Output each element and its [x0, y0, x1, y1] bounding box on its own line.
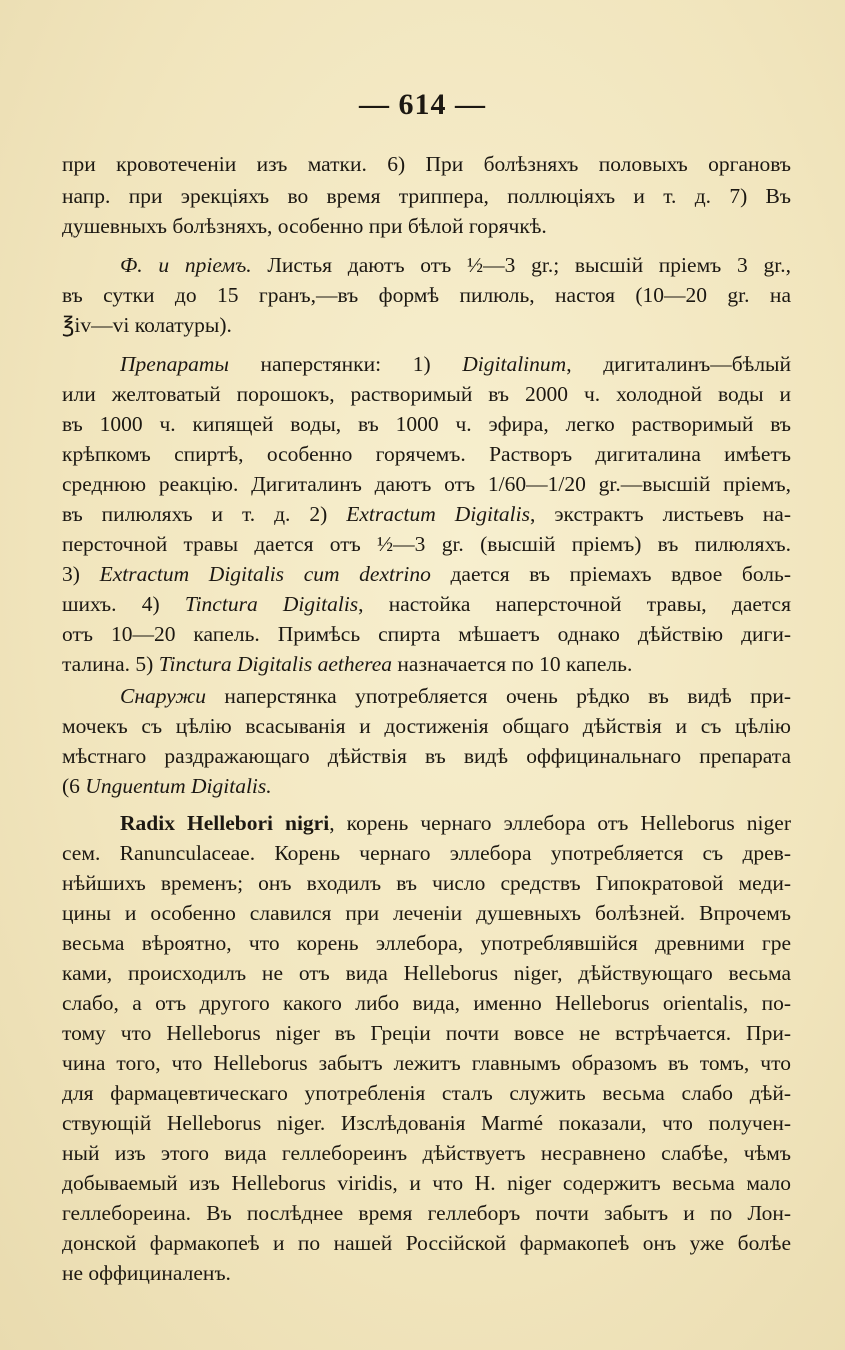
text-line	[120, 350, 791, 378]
text-run: среднюю реакцію. Дигиталинъ даютъ отъ 1/60—1/20 gr.—высшій пріемъ,	[62, 472, 791, 496]
text-line	[62, 772, 791, 800]
text-run: или желтоватый порошокъ, растворимый въ 2000 ч. холодной воды и	[62, 382, 791, 406]
text-line	[62, 989, 791, 1017]
text-line	[62, 959, 791, 987]
text-run: ℥iv—vi колатуры).	[62, 313, 232, 337]
italic-text: Digitalinum	[462, 352, 567, 376]
text-line	[62, 311, 791, 339]
text-line	[62, 470, 791, 498]
text-run: дается въ пріемахъ вдвое боль-	[430, 562, 791, 586]
italic-text: Препараты	[120, 352, 229, 376]
text-line	[62, 212, 791, 240]
text-line	[62, 712, 791, 740]
text-run: , дигиталинъ—бѣлый	[566, 352, 791, 376]
text-run: добываемый изъ Helleborus viridis, и что H. niger содержитъ весьма мало	[62, 1171, 791, 1195]
text-run: въ сутки до 15 гранъ,—въ формѣ пилюль, настоя (10—20 gr. на	[62, 283, 791, 307]
text-line	[62, 590, 791, 618]
text-run: донской фармакопеѣ и по нашей Россійской фармакопеѣ онъ уже болѣе	[62, 1231, 791, 1255]
text-run: ствующій Helleborus niger. Изслѣдованія Marmé показали, что получен-	[62, 1111, 791, 1135]
text-line	[62, 530, 791, 558]
text-run: нѣйшихъ временъ; онъ входилъ въ число средствъ Гипократовой меди-	[62, 871, 791, 895]
text-line	[62, 410, 791, 438]
text-line	[62, 1199, 791, 1227]
text-run: ный изъ этого вида геллебореинъ дѣйствуетъ несравнено слабѣе, чѣмъ	[62, 1141, 791, 1165]
italic-text: Extractum Digitalis	[346, 502, 530, 526]
text-run: 3)	[62, 562, 100, 586]
text-line	[62, 1139, 791, 1167]
text-run: Листья даютъ отъ ½—3 gr.; высшій пріемъ 3 gr.,	[251, 253, 791, 277]
text-line	[62, 1019, 791, 1047]
text-run: наперстянка употребляется очень рѣдко въ видѣ при-	[205, 684, 791, 708]
text-run: въ 1000 ч. кипящей воды, въ 1000 ч. эфира, легко растворимый въ	[62, 412, 791, 436]
text-run: назначается по 10 капель.	[392, 652, 633, 676]
text-run: талина. 5)	[62, 652, 159, 676]
text-run: чина того, что Helleborus забытъ лежитъ главнымъ образомъ въ томъ, что	[62, 1051, 791, 1075]
text-run: при кровотеченіи изъ матки. 6) При болѣзняхъ половыхъ органовъ	[62, 152, 791, 176]
text-line	[62, 560, 791, 588]
italic-text: Extractum Digitalis cum dextrino	[99, 562, 431, 586]
text-line	[120, 682, 791, 710]
text-line	[120, 251, 791, 279]
bold-text: Radix Hellebori nigri	[120, 811, 330, 835]
text-line	[62, 929, 791, 957]
text-run: душевныхъ болѣзняхъ, особенно при бѣлой горячкѣ.	[62, 214, 547, 238]
text-run: сем. Ranunculaceae. Корень чернаго эллебора употребляется съ древ-	[62, 841, 791, 865]
text-line	[62, 1109, 791, 1137]
text-line	[62, 440, 791, 468]
text-run: не оффициналенъ.	[62, 1261, 231, 1285]
text-run: , экстрактъ листьевъ на-	[530, 502, 791, 526]
text-run: наперстянки: 1)	[228, 352, 463, 376]
text-run: мочекъ съ цѣлію всасыванія и достиженія общаго дѣйствія и съ цѣлію	[62, 714, 791, 738]
text-run: персточной травы дается отъ ½—3 gr. (высшій пріемъ) въ пилюляхъ.	[62, 532, 791, 556]
text-run: напр. при эрекціяхъ во время триппера, поллюціяхъ и т. д. 7) Въ	[62, 184, 791, 208]
text-line	[62, 650, 791, 678]
text-line	[62, 150, 791, 178]
text-line	[62, 742, 791, 770]
text-run: шихъ. 4)	[62, 592, 185, 616]
text-run: цины и особенно славился при леченіи душевныхъ болѣзней. Впрочемъ	[62, 901, 791, 925]
text-run: отъ 10—20 капель. Примѣсь спирта мѣшаетъ однако дѣйствію диги-	[62, 622, 791, 646]
text-run: , настойка наперсточной травы, дается	[358, 592, 791, 616]
text-run: слабо, а отъ другого какого либо вида, именно Helleborus orientalis, по-	[62, 991, 791, 1015]
text-line	[62, 182, 791, 210]
text-line	[120, 809, 791, 837]
text-line	[62, 1259, 791, 1287]
italic-text: Unguentum Digitalis.	[85, 774, 272, 798]
text-line	[62, 1049, 791, 1077]
text-run: геллебореина. Въ послѣднее время геллеборъ почти забытъ и по Лон-	[62, 1201, 791, 1225]
text-run: въ пилюляхъ и т. д. 2)	[62, 502, 347, 526]
text-run: мѣстнаго раздражающаго дѣйствія въ видѣ оффицинальнаго препарата	[62, 744, 791, 768]
text-line	[62, 869, 791, 897]
italic-text: Снаружи	[120, 684, 206, 708]
text-line	[62, 899, 791, 927]
text-run: ками, происходилъ не отъ вида Helleborus niger, дѣйствующаго весьма	[62, 961, 791, 985]
italic-text: Tinctura Digitalis aetherea	[158, 652, 393, 676]
text-run: для фармацевтическаго употребленія сталъ служить весьма слабо дѣй-	[62, 1081, 791, 1105]
text-run: крѣпкомъ спиртѣ, особенно горячемъ. Растворъ дигиталина имѣетъ	[62, 442, 791, 466]
text-run: весьма вѣроятно, что корень эллебора, употреблявшійся древними гре	[62, 931, 791, 955]
text-line	[62, 500, 791, 528]
italic-text: Ф. и пріемъ.	[120, 253, 252, 277]
text-line	[62, 839, 791, 867]
text-run: (6	[62, 774, 86, 798]
text-line	[62, 620, 791, 648]
text-line	[62, 281, 791, 309]
text-line	[62, 1079, 791, 1107]
text-line	[62, 1229, 791, 1257]
text-run: тому что Helleborus niger въ Греціи почти вовсе не встрѣчается. При-	[62, 1021, 791, 1045]
text-line	[62, 1169, 791, 1197]
page-number: — 614 —	[359, 88, 486, 121]
italic-text: Tinctura Digitalis	[184, 592, 359, 616]
text-run: , корень чернаго эллебора отъ Helleborus niger	[329, 811, 791, 835]
text-line	[62, 380, 791, 408]
